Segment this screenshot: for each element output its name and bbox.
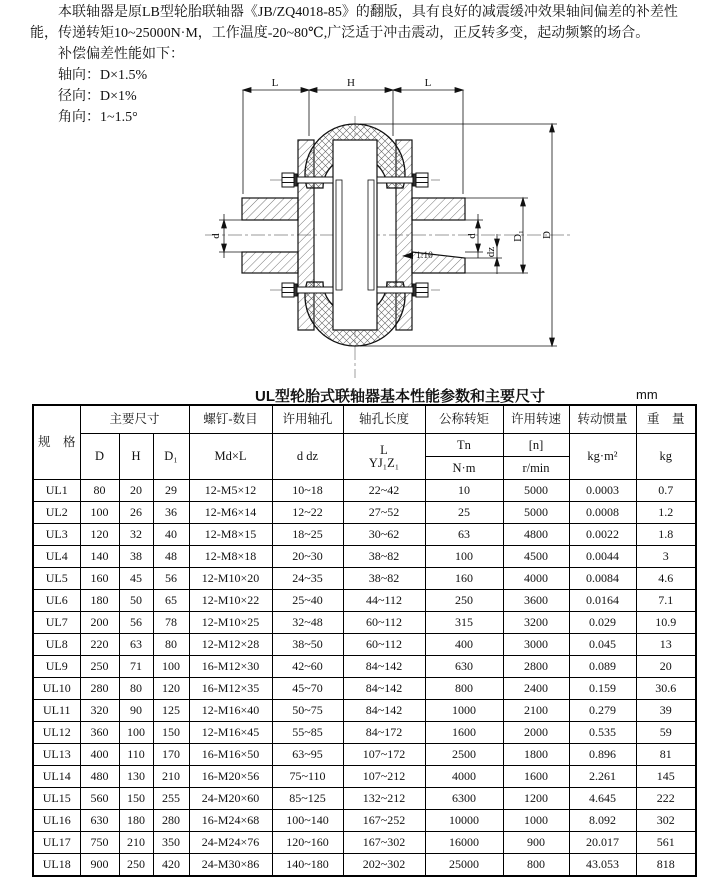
table-cell: 4000 bbox=[425, 766, 503, 788]
table-cell: UL8 bbox=[33, 634, 80, 656]
table-cell: 3600 bbox=[503, 590, 569, 612]
table-cell: 1000 bbox=[425, 700, 503, 722]
table-cell: 20.017 bbox=[569, 832, 636, 854]
col-group-torque: 公称转矩 bbox=[425, 405, 503, 434]
table-row bbox=[33, 832, 696, 854]
dim-label-right-l: L bbox=[424, 78, 432, 89]
table-row bbox=[33, 854, 696, 877]
table-cell: UL13 bbox=[33, 744, 80, 766]
table-cell: 0.0044 bbox=[569, 546, 636, 568]
table-cell: 125 bbox=[153, 700, 189, 722]
table-cell: 107~172 bbox=[343, 744, 425, 766]
table-cell: 75~110 bbox=[272, 766, 343, 788]
table-cell: 36 bbox=[153, 502, 189, 524]
table-cell: 12-M16×40 bbox=[189, 700, 272, 722]
table-row bbox=[33, 678, 696, 700]
table-cell: 280 bbox=[80, 678, 119, 700]
table-cell: 0.7 bbox=[636, 480, 696, 502]
table-cell: 16-M24×68 bbox=[189, 810, 272, 832]
left-shaft-hub bbox=[242, 198, 298, 273]
dim-label-dz: dz bbox=[485, 246, 497, 258]
table-cell: UL6 bbox=[33, 590, 80, 612]
table-cell: 71 bbox=[119, 656, 153, 678]
table-cell: 180 bbox=[80, 590, 119, 612]
table-cell: 6300 bbox=[425, 788, 503, 810]
table-row bbox=[33, 546, 696, 568]
table-cell: 12-M10×25 bbox=[189, 612, 272, 634]
table-cell: 81 bbox=[636, 744, 696, 766]
table-cell: 3 bbox=[636, 546, 696, 568]
table-row bbox=[33, 788, 696, 810]
table-cell: 560 bbox=[80, 788, 119, 810]
table-cell: 16-M12×30 bbox=[189, 656, 272, 678]
table-cell: 4500 bbox=[503, 546, 569, 568]
table-cell: 160 bbox=[425, 568, 503, 590]
table-cell: 90 bbox=[119, 700, 153, 722]
radial-spec: 径向：D×1% bbox=[58, 89, 137, 104]
table-cell: 16-M20×56 bbox=[189, 766, 272, 788]
table-cell: 38~82 bbox=[343, 546, 425, 568]
table-cell: UL17 bbox=[33, 832, 80, 854]
table-cell: 24-M20×60 bbox=[189, 788, 272, 810]
dim-label-h: H bbox=[347, 78, 355, 89]
table-cell: 27~52 bbox=[343, 502, 425, 524]
table-cell: 1000 bbox=[503, 810, 569, 832]
table-cell: 120 bbox=[153, 678, 189, 700]
table-cell: 55~85 bbox=[272, 722, 343, 744]
table-cell: 84~142 bbox=[343, 700, 425, 722]
table-row bbox=[33, 612, 696, 634]
table-cell: UL5 bbox=[33, 568, 80, 590]
table-cell: 320 bbox=[80, 700, 119, 722]
col-bore-sub: d dz bbox=[272, 434, 343, 480]
table-cell: 420 bbox=[153, 854, 189, 877]
table-cell: 150 bbox=[153, 722, 189, 744]
table-cell: 40 bbox=[153, 524, 189, 546]
table-row bbox=[33, 480, 696, 502]
table-cell: UL16 bbox=[33, 810, 80, 832]
col-torque-symbol: Tn bbox=[425, 434, 503, 457]
table-cell: 48 bbox=[153, 546, 189, 568]
table-cell: 250 bbox=[425, 590, 503, 612]
taper-ratio-label: 1:10 bbox=[416, 251, 433, 261]
table-cell: 0.0003 bbox=[569, 480, 636, 502]
table-cell: 167~252 bbox=[343, 810, 425, 832]
table-cell: 1600 bbox=[503, 766, 569, 788]
table-cell: 8.092 bbox=[569, 810, 636, 832]
col-d1: D₁ bbox=[153, 434, 189, 480]
table-cell: 20 bbox=[636, 656, 696, 678]
table-cell: 480 bbox=[80, 766, 119, 788]
table-cell: 60~112 bbox=[343, 612, 425, 634]
table-cell: 0.089 bbox=[569, 656, 636, 678]
table-cell: UL4 bbox=[33, 546, 80, 568]
table-cell: 255 bbox=[153, 788, 189, 810]
table-cell: 5000 bbox=[503, 502, 569, 524]
col-group-bore-length: 轴孔长度 bbox=[343, 405, 425, 434]
table-cell: 167~302 bbox=[343, 832, 425, 854]
table-cell: 22~42 bbox=[343, 480, 425, 502]
table-cell: 10 bbox=[425, 480, 503, 502]
col-speed-unit: r/min bbox=[503, 457, 569, 480]
axial-spec: 轴向：D×1.5% bbox=[58, 68, 148, 83]
table-cell: 13 bbox=[636, 634, 696, 656]
table-cell: UL15 bbox=[33, 788, 80, 810]
col-group-inertia: 转动惯量 bbox=[569, 405, 636, 434]
dim-label-bore-d-right: d bbox=[466, 233, 478, 239]
table-cell: 12-M12×28 bbox=[189, 634, 272, 656]
table-cell: 818 bbox=[636, 854, 696, 877]
table-cell: UL18 bbox=[33, 854, 80, 877]
parameters-table-body bbox=[33, 480, 696, 877]
table-cell: 900 bbox=[80, 854, 119, 877]
dim-label-outer-d: D bbox=[541, 231, 553, 239]
table-cell: 0.0084 bbox=[569, 568, 636, 590]
table-cell: 25000 bbox=[425, 854, 503, 877]
table-cell: 100 bbox=[80, 502, 119, 524]
table-cell: 25 bbox=[425, 502, 503, 524]
table-cell: 78 bbox=[153, 612, 189, 634]
table-cell: 250 bbox=[119, 854, 153, 877]
table-cell: 56 bbox=[153, 568, 189, 590]
table-cell: 29 bbox=[153, 480, 189, 502]
table-cell: 800 bbox=[425, 678, 503, 700]
table-cell: UL2 bbox=[33, 502, 80, 524]
table-cell: 44~112 bbox=[343, 590, 425, 612]
table-cell: 24-M30×86 bbox=[189, 854, 272, 877]
right-shaft-hub bbox=[412, 198, 465, 273]
table-cell: 20 bbox=[119, 480, 153, 502]
table-cell: 140~180 bbox=[272, 854, 343, 877]
table-cell: 24~35 bbox=[272, 568, 343, 590]
dim-label-d1: D₁ bbox=[512, 230, 524, 242]
table-cell: UL14 bbox=[33, 766, 80, 788]
table-cell: 7.1 bbox=[636, 590, 696, 612]
table-cell: UL11 bbox=[33, 700, 80, 722]
col-group-main-dims: 主要尺寸 bbox=[80, 405, 189, 434]
table-cell: 4.645 bbox=[569, 788, 636, 810]
compensation-heading: 补偿偏差性能如下： bbox=[58, 47, 184, 62]
table-cell: 2400 bbox=[503, 678, 569, 700]
table-cell: 65 bbox=[153, 590, 189, 612]
table-cell: 80 bbox=[119, 678, 153, 700]
table-cell: 0.0164 bbox=[569, 590, 636, 612]
table-title: UL型轮胎式联轴器基本性能参数和主要尺寸 bbox=[255, 388, 545, 405]
table-cell: 32~48 bbox=[272, 612, 343, 634]
col-bore-length-sub bbox=[343, 434, 425, 480]
table-cell: 110 bbox=[119, 744, 153, 766]
col-spec: 规 格 bbox=[33, 405, 80, 480]
parameters-table bbox=[32, 404, 697, 877]
center-sleeve bbox=[333, 140, 377, 330]
col-group-screws: 螺钉-数目 bbox=[189, 405, 272, 434]
table-cell: 38~50 bbox=[272, 634, 343, 656]
table-cell: 1600 bbox=[425, 722, 503, 744]
angular-spec: 角向：1~1.5° bbox=[58, 110, 138, 125]
col-torque-unit: N·m bbox=[425, 457, 503, 480]
table-cell: 63 bbox=[425, 524, 503, 546]
table-cell: 10000 bbox=[425, 810, 503, 832]
table-cell: 250 bbox=[80, 656, 119, 678]
table-cell: 63~95 bbox=[272, 744, 343, 766]
table-cell: 2.261 bbox=[569, 766, 636, 788]
col-group-bore: 许用轴孔 bbox=[272, 405, 343, 434]
table-cell: 630 bbox=[80, 810, 119, 832]
table-cell: 26 bbox=[119, 502, 153, 524]
table-cell: 100 bbox=[153, 656, 189, 678]
table-cell: 170 bbox=[153, 744, 189, 766]
table-cell: 30~62 bbox=[343, 524, 425, 546]
table-unit: mm bbox=[636, 387, 658, 402]
table-cell: 350 bbox=[153, 832, 189, 854]
intro-paragraph: 本联轴器是原LB型轮胎联轴器《JB/ZQ4018-85》的翻版，具有良好的减震缓冲效果轴间偏差的补差性能，传递转矩10~25000N·M，工作温度-20~80℃,广泛适于冲击震动，正反转多变，起动频繁的场合。 bbox=[30, 5, 678, 41]
table-cell: 80 bbox=[153, 634, 189, 656]
table-cell: 107~212 bbox=[343, 766, 425, 788]
table-cell: 0.159 bbox=[569, 678, 636, 700]
table-cell: 120 bbox=[80, 524, 119, 546]
col-group-speed: 许用转速 bbox=[503, 405, 569, 434]
table-row bbox=[33, 744, 696, 766]
table-cell: 0.0022 bbox=[569, 524, 636, 546]
table-cell: 84~142 bbox=[343, 656, 425, 678]
coupling-cross-section-drawing bbox=[175, 78, 595, 390]
table-cell: 42~60 bbox=[272, 656, 343, 678]
table-cell: 3000 bbox=[503, 634, 569, 656]
bore-length-symbol: L bbox=[380, 442, 388, 457]
table-cell: 5000 bbox=[503, 480, 569, 502]
table-cell: 400 bbox=[80, 744, 119, 766]
table-cell: 12-M10×20 bbox=[189, 568, 272, 590]
table-cell: UL7 bbox=[33, 612, 80, 634]
table-cell: 16-M12×35 bbox=[189, 678, 272, 700]
table-cell: 200 bbox=[80, 612, 119, 634]
table-cell: UL9 bbox=[33, 656, 80, 678]
table-cell: 315 bbox=[425, 612, 503, 634]
table-cell: 3200 bbox=[503, 612, 569, 634]
table-cell: 24-M24×76 bbox=[189, 832, 272, 854]
table-cell: 85~125 bbox=[272, 788, 343, 810]
table-cell: 43.053 bbox=[569, 854, 636, 877]
table-cell: 1.8 bbox=[636, 524, 696, 546]
table-row bbox=[33, 568, 696, 590]
table-cell: 132~212 bbox=[343, 788, 425, 810]
table-cell: 84~172 bbox=[343, 722, 425, 744]
table-cell: 63 bbox=[119, 634, 153, 656]
table-row bbox=[33, 634, 696, 656]
table-cell: 4.6 bbox=[636, 568, 696, 590]
table-cell: 30.6 bbox=[636, 678, 696, 700]
table-row bbox=[33, 722, 696, 744]
col-screws-sub: Md×L bbox=[189, 434, 272, 480]
bore-length-types: YJ₁Z₁ bbox=[368, 455, 400, 470]
table-cell: 630 bbox=[425, 656, 503, 678]
col-d: D bbox=[80, 434, 119, 480]
table-cell: 1200 bbox=[503, 788, 569, 810]
table-cell: 16-M16×50 bbox=[189, 744, 272, 766]
table-cell: 12-M8×18 bbox=[189, 546, 272, 568]
table-row bbox=[33, 502, 696, 524]
table-cell: 210 bbox=[153, 766, 189, 788]
table-cell: UL12 bbox=[33, 722, 80, 744]
table-cell: 0.029 bbox=[569, 612, 636, 634]
table-cell: UL1 bbox=[33, 480, 80, 502]
table-cell: 140 bbox=[80, 546, 119, 568]
table-cell: 180 bbox=[119, 810, 153, 832]
table-row bbox=[33, 524, 696, 546]
table-cell: 18~25 bbox=[272, 524, 343, 546]
table-cell: 302 bbox=[636, 810, 696, 832]
table-cell: 4000 bbox=[503, 568, 569, 590]
table-cell: 12-M8×15 bbox=[189, 524, 272, 546]
table-cell: 39 bbox=[636, 700, 696, 722]
col-h: H bbox=[119, 434, 153, 480]
table-cell: 4800 bbox=[503, 524, 569, 546]
table-cell: 400 bbox=[425, 634, 503, 656]
table-cell: 0.0008 bbox=[569, 502, 636, 524]
table-cell: 45 bbox=[119, 568, 153, 590]
table-row bbox=[33, 810, 696, 832]
table-cell: 130 bbox=[119, 766, 153, 788]
table-cell: 0.896 bbox=[569, 744, 636, 766]
table-cell: 45~70 bbox=[272, 678, 343, 700]
table-cell: 59 bbox=[636, 722, 696, 744]
dim-label-left-l: L bbox=[271, 78, 279, 89]
table-row bbox=[33, 590, 696, 612]
table-cell: 50 bbox=[119, 590, 153, 612]
table-cell: 280 bbox=[153, 810, 189, 832]
table-cell: 25~40 bbox=[272, 590, 343, 612]
table-cell: 2000 bbox=[503, 722, 569, 744]
table-cell: UL3 bbox=[33, 524, 80, 546]
table-cell: 0.535 bbox=[569, 722, 636, 744]
table-cell: 12-M16×45 bbox=[189, 722, 272, 744]
table-cell: 561 bbox=[636, 832, 696, 854]
table-cell: 100~140 bbox=[272, 810, 343, 832]
table-cell: 84~142 bbox=[343, 678, 425, 700]
col-speed-symbol: [n] bbox=[503, 434, 569, 457]
table-cell: 38~82 bbox=[343, 568, 425, 590]
table-row bbox=[33, 656, 696, 678]
table-cell: 12-M10×22 bbox=[189, 590, 272, 612]
table-cell: 900 bbox=[503, 832, 569, 854]
table-cell: 50~75 bbox=[272, 700, 343, 722]
table-cell: 1800 bbox=[503, 744, 569, 766]
table-cell: 0.045 bbox=[569, 634, 636, 656]
dim-label-bore-d-left: d bbox=[210, 233, 222, 239]
table-cell: 2100 bbox=[503, 700, 569, 722]
table-cell: 60~112 bbox=[343, 634, 425, 656]
table-cell: 150 bbox=[119, 788, 153, 810]
table-cell: 12-M5×12 bbox=[189, 480, 272, 502]
table-cell: 12~22 bbox=[272, 502, 343, 524]
table-cell: 750 bbox=[80, 832, 119, 854]
table-cell: 0.279 bbox=[569, 700, 636, 722]
table-cell: 16000 bbox=[425, 832, 503, 854]
table-cell: 12-M6×14 bbox=[189, 502, 272, 524]
table-cell: 202~302 bbox=[343, 854, 425, 877]
table-cell: 145 bbox=[636, 766, 696, 788]
table-cell: 222 bbox=[636, 788, 696, 810]
table-cell: 100 bbox=[425, 546, 503, 568]
table-cell: 2500 bbox=[425, 744, 503, 766]
table-cell: 800 bbox=[503, 854, 569, 877]
dimension-left-d bbox=[210, 214, 242, 258]
table-cell: 1.2 bbox=[636, 502, 696, 524]
table-cell: 80 bbox=[80, 480, 119, 502]
col-weight-unit: kg bbox=[636, 434, 696, 480]
table-cell: 2800 bbox=[503, 656, 569, 678]
col-inertia-unit: kg·m² bbox=[569, 434, 636, 480]
table-cell: 120~160 bbox=[272, 832, 343, 854]
table-cell: 20~30 bbox=[272, 546, 343, 568]
table-cell: 160 bbox=[80, 568, 119, 590]
table-cell: 32 bbox=[119, 524, 153, 546]
table-cell: 220 bbox=[80, 634, 119, 656]
table-cell: UL10 bbox=[33, 678, 80, 700]
table-cell: 100 bbox=[119, 722, 153, 744]
table-cell: 10~18 bbox=[272, 480, 343, 502]
table-cell: 360 bbox=[80, 722, 119, 744]
table-row bbox=[33, 700, 696, 722]
col-group-weight: 重 量 bbox=[636, 405, 696, 434]
table-cell: 38 bbox=[119, 546, 153, 568]
table-cell: 210 bbox=[119, 832, 153, 854]
table-cell: 10.9 bbox=[636, 612, 696, 634]
table-cell: 56 bbox=[119, 612, 153, 634]
table-row bbox=[33, 766, 696, 788]
